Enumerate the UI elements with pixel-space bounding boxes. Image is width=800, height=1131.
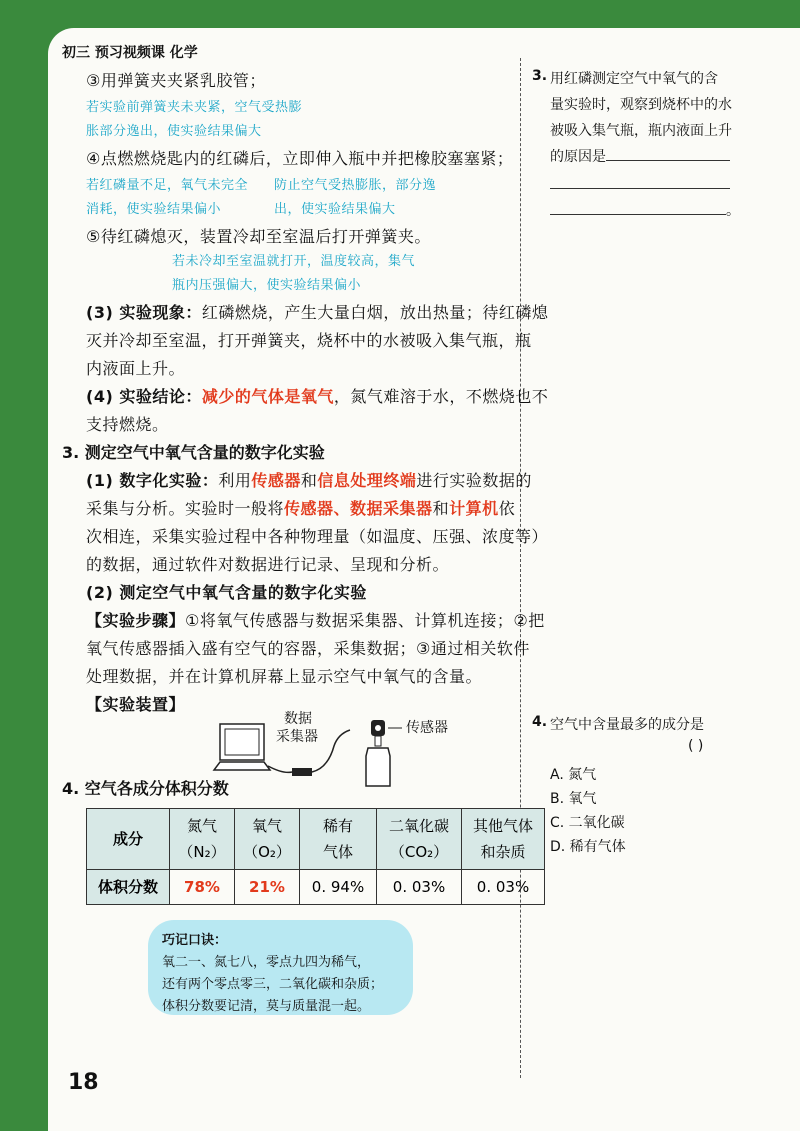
device-label-collector: 采集器 [276,729,318,745]
digital-line-2 [86,496,515,519]
annotation-5a: 若未冷却至室温就打开，温度较高，集气 [172,254,416,269]
conclusion-line-1 [86,384,548,407]
question-3-prompt: 的原因是 [550,149,606,165]
answer-blank-3[interactable] [550,200,726,215]
mnemonic-line-2: 还有两个零点零三，二氧化碳和杂质； [162,977,384,992]
digital-text-b: 和 [300,471,318,490]
page-number: 18 [68,1070,99,1095]
section-4-title: 4. 空气各成分体积分数 [62,779,229,798]
question-3-number: 3. [532,68,548,84]
table-header-other-1: 其他气体 [472,817,533,835]
term-sensor: 传感器 [251,471,301,490]
digital-text-d: 和 [432,499,450,518]
table-row-label: 体积分数 [87,870,170,905]
steps-line-2: 氧气传感器插入盛有空气的容器，采集数据；③通过相关软件 [86,639,530,658]
column-divider [520,58,521,1078]
question-3-end: 。 [726,203,740,219]
steps-text-1: ①将氧气传感器与数据采集器、计算机连接；②把 [185,611,545,630]
table-header-rare-2: 气体 [322,843,353,861]
steps-label: 【实验步骤】 [86,611,186,630]
sensor-bottle-icon [366,720,390,786]
table-header-component: 成分 [87,809,170,870]
phenomenon-label: (3) 实验现象： [86,303,202,322]
table-row [87,870,545,905]
mnemonic-line-1: 氧二一、氮七八，零点九四为稀气， [162,955,371,970]
term-info-terminal: 信息处理终端 [317,471,417,490]
question-4-text: 空气中含量最多的成分是 [550,717,704,733]
device-label-data: 数据 [284,711,312,727]
steps-line-1 [86,608,545,631]
answer-blank-3-line [550,200,740,220]
composition-table [86,808,545,905]
answer-blank-2[interactable] [550,174,730,193]
device-label: 【实验装置】 [86,695,186,714]
answer-blank-1[interactable] [606,146,730,161]
table-header-co2-formula: （CO₂） [389,843,449,861]
value-co2: 0. 03% [377,870,462,905]
mnemonic-box [148,920,413,1015]
annotation-5b: 瓶内压强偏大，使实验结果偏小 [172,278,362,293]
digital-line-3: 次相连，采集实验过程中各种物理量（如温度、压强、浓度等） [86,527,549,546]
cable-1 [268,766,292,772]
digital-label: (1) 数字化实验： [86,471,219,490]
phenomenon-text-1: 红磷燃烧，产生大量白烟，放出热量；待红磷熄 [201,303,549,322]
answer-paren[interactable]: ( ) [688,738,704,754]
table-header-n2 [170,809,235,870]
annotation-3a: 若实验前弹簧夹未夹紧，空气受热膨 [86,100,303,115]
table-header-n2-name: 氮气 [186,817,217,835]
table-header-o2-formula: （O₂） [243,843,291,861]
term-computer: 计算机 [449,499,499,518]
table-row [87,809,545,870]
option-b[interactable]: B. 氧气 [550,791,597,807]
question-4-number: 4. [532,714,548,730]
digital-text-e: 依 [498,499,516,518]
table-header-other-2: 和杂质 [480,843,526,861]
value-rare: 0. 94% [300,870,377,905]
annotation-4a1: 若红磷量不足，氧气未完全 [86,178,249,193]
conclusion-highlight: 减少的气体是氧气 [201,387,334,406]
step-5: ⑤待红磷熄灭，装置冷却至室温后打开弹簧夹。 [86,227,431,246]
digital-line-1 [86,468,532,491]
conclusion-line-2: 支持燃烧。 [86,415,169,434]
table-header-rare [300,809,377,870]
step-3: ③用弹簧夹夹紧乳胶管； [86,71,266,90]
term-sensor-2: 传感器 [284,499,334,518]
value-other: 0. 03% [462,870,545,905]
term-sep: 、 [333,499,351,518]
option-d[interactable]: D. 稀有气体 [550,839,626,855]
term-data-collector: 数据采集器 [350,499,433,518]
phenomenon-line-3: 内液面上升。 [86,359,186,378]
phenomenon-line-2: 灭并冷却至室温，打开弹簧夹，烧杯中的水被吸入集气瓶，瓶 [86,331,532,350]
page-sheet [48,28,800,1131]
annotation-3b: 胀部分逸出，使实验结果偏大 [86,124,262,139]
computer-icon [214,724,270,770]
option-a[interactable]: A. 氮气 [550,767,597,783]
question-3-line-4 [550,146,730,166]
page-header: 初三 预习视频课 化学 [62,45,198,61]
digital-text-c: 进行实验数据的 [416,471,532,490]
step-4: ④点燃燃烧匙内的红磷后，立即伸入瓶中并把橡胶塞塞紧； [86,149,514,168]
mnemonic-title: 巧记口诀： [162,933,228,948]
digital-text-2: 采集与分析。实验时一般将 [86,499,285,518]
annotation-4b1: 防止空气受热膨胀，部分逸 [274,178,437,193]
annotation-4a2: 消耗，使实验结果偏小 [86,202,222,217]
question-3-line-2: 量实验时，观察到烧杯中的水 [550,97,732,113]
option-c[interactable]: C. 二氧化碳 [550,815,625,831]
table-header-co2 [377,809,462,870]
question-3-line-1: 用红磷测定空气中氧气的含 [550,71,718,87]
digital-line-4: 的数据，通过软件对数据进行记录、呈现和分析。 [86,555,450,574]
annotation-4b2: 出，使实验结果偏大 [274,202,396,217]
steps-line-3: 处理数据，并在计算机屏幕上显示空气中氧气的含量。 [86,667,483,686]
table-header-other [462,809,545,870]
mnemonic-line-3: 体积分数要记清，莫与质量混一起。 [162,999,371,1014]
phenomenon-line-1 [86,300,548,323]
data-collector-icon [292,768,312,776]
table-header-o2-name: 氧气 [251,817,282,835]
table-header-rare-1: 稀有 [322,817,353,835]
digital-text-a: 利用 [218,471,252,490]
section-3-title: 3. 测定空气中氧气含量的数字化实验 [62,443,325,462]
table-header-o2 [235,809,300,870]
question-3-line-3: 被吸入集气瓶，瓶内液面上升 [550,123,732,139]
table-header-co2-name: 二氧化碳 [388,817,449,835]
device-label-sensor: 传感器 [406,720,448,736]
value-n2: 78% [170,870,235,905]
value-o2: 21% [235,870,300,905]
conclusion-text: ，氮气难溶于水，不燃烧也不 [333,387,549,406]
conclusion-label: (4) 实验结论： [86,387,202,406]
table-header-n2-formula: （N₂） [178,843,226,861]
digital-subtitle: (2) 测定空气中氧气含量的数字化实验 [86,583,367,602]
